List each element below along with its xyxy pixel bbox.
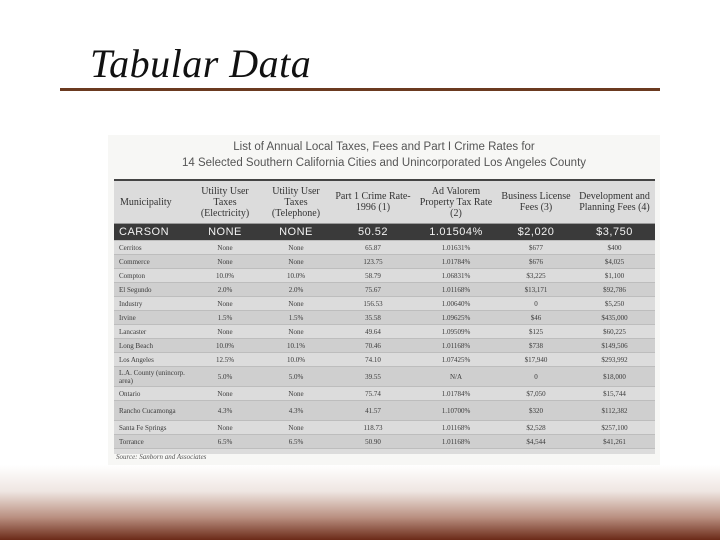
table-cell: 1.01784%	[414, 387, 498, 401]
table-row	[114, 401, 655, 421]
table-cell: 2.0%	[190, 283, 260, 297]
table-row	[114, 297, 655, 311]
table-cell: 1.01168%	[414, 283, 498, 297]
table-cell: 10.0%	[190, 339, 260, 353]
table-cell: None	[190, 255, 260, 269]
table-cell: 2.0%	[260, 283, 332, 297]
table-cell: 118.73	[332, 421, 414, 435]
data-table	[114, 181, 655, 449]
header-property-tax: Ad Valorem Property Tax Rate (2)	[414, 181, 498, 224]
table-row	[114, 255, 655, 269]
table-header-row	[114, 181, 655, 224]
table-cell: $149,506	[574, 339, 655, 353]
table-cell: $17,940	[498, 353, 574, 367]
header-utility-telephone: Utility User Taxes (Telephone)	[260, 181, 332, 224]
table-cell: 1.01168%	[414, 435, 498, 449]
table-cell: NONE	[190, 224, 260, 241]
table-cell: 1.09509%	[414, 325, 498, 339]
scanned-table-image	[108, 135, 660, 480]
table-row	[114, 325, 655, 339]
table-cell: None	[260, 387, 332, 401]
table-cell: Rancho Cucamonga	[114, 401, 190, 421]
table-cell: 49.64	[332, 325, 414, 339]
table-row	[114, 339, 655, 353]
table-cell: $7,050	[498, 387, 574, 401]
table-cell: Ontario	[114, 387, 190, 401]
table-cell: 156.53	[332, 297, 414, 311]
table-cell: 4.3%	[190, 401, 260, 421]
table-cell: Santa Fe Springs	[114, 421, 190, 435]
table-cell: 39.55	[332, 367, 414, 387]
table-cell: 58.79	[332, 269, 414, 283]
table-cell: 41.57	[332, 401, 414, 421]
table-cell: NONE	[260, 224, 332, 241]
table-cell: 1.5%	[260, 311, 332, 325]
table-cell: None	[260, 241, 332, 255]
table-row	[114, 283, 655, 297]
table-cell: $3,750	[574, 224, 655, 241]
table-source: Source: Sanborn and Associates	[116, 453, 207, 461]
table-caption-line-1: List of Annual Local Taxes, Fees and Part I Crime Rates for	[233, 141, 535, 153]
table-cell: None	[260, 325, 332, 339]
table-cell: $3,225	[498, 269, 574, 283]
table-row	[114, 387, 655, 401]
data-table-container	[114, 179, 655, 454]
table-cell: $320	[498, 401, 574, 421]
table-row	[114, 241, 655, 255]
table-cell: 1.00640%	[414, 297, 498, 311]
table-cell: None	[260, 421, 332, 435]
table-cell: 75.67	[332, 283, 414, 297]
table-row	[114, 311, 655, 325]
table-cell: Los Angeles	[114, 353, 190, 367]
table-cell: 1.01631%	[414, 241, 498, 255]
table-cell: 10.0%	[260, 353, 332, 367]
table-cell: 5.0%	[260, 367, 332, 387]
table-cell: 10.1%	[260, 339, 332, 353]
table-cell: 70.46	[332, 339, 414, 353]
table-cell: $13,171	[498, 283, 574, 297]
table-cell: None	[190, 387, 260, 401]
table-cell: $4,025	[574, 255, 655, 269]
table-cell: 1.09625%	[414, 311, 498, 325]
table-cell: $46	[498, 311, 574, 325]
table-cell: 0	[498, 367, 574, 387]
title-divider	[60, 88, 660, 91]
table-cell: $293,992	[574, 353, 655, 367]
table-cell: None	[260, 297, 332, 311]
footer-gradient-band	[0, 465, 720, 540]
table-cell: 1.06831%	[414, 269, 498, 283]
table-cell: Compton	[114, 269, 190, 283]
table-caption-line-2: 14 Selected Southern California Cities and Unincorporated Los Angeles County	[181, 157, 587, 169]
table-cell: $5,250	[574, 297, 655, 311]
table-cell: 1.07425%	[414, 353, 498, 367]
table-cell: 65.87	[332, 241, 414, 255]
table-cell: $400	[574, 241, 655, 255]
table-cell: 1.01168%	[414, 339, 498, 353]
table-cell: $257,100	[574, 421, 655, 435]
table-cell: $676	[498, 255, 574, 269]
table-row	[114, 269, 655, 283]
table-cell: 50.90	[332, 435, 414, 449]
table-cell: $92,786	[574, 283, 655, 297]
table-cell: L.A. County (unincorp. area)	[114, 367, 190, 387]
table-cell: 6.5%	[190, 435, 260, 449]
table-cell: 6.5%	[260, 435, 332, 449]
table-cell: 1.10700%	[414, 401, 498, 421]
table-row	[114, 353, 655, 367]
table-cell: 10.0%	[260, 269, 332, 283]
table-cell: $4,544	[498, 435, 574, 449]
table-cell: $15,744	[574, 387, 655, 401]
table-cell: $435,000	[574, 311, 655, 325]
table-cell: Long Beach	[114, 339, 190, 353]
table-cell: 1.01784%	[414, 255, 498, 269]
table-cell: $677	[498, 241, 574, 255]
table-cell: 1.01504%	[414, 224, 498, 241]
table-cell: 123.75	[332, 255, 414, 269]
table-cell: Cerritos	[114, 241, 190, 255]
table-cell: $2,020	[498, 224, 574, 241]
table-cell: 12.5%	[190, 353, 260, 367]
table-cell: None	[190, 241, 260, 255]
header-business-license: Business License Fees (3)	[498, 181, 574, 224]
header-utility-electricity: Utility User Taxes (Electricity)	[190, 181, 260, 224]
table-cell: 0	[498, 297, 574, 311]
header-crime-rate: Part 1 Crime Rate-1996 (1)	[332, 181, 414, 224]
header-municipality: Municipality	[114, 181, 190, 224]
table-cell: $125	[498, 325, 574, 339]
table-cell: $41,261	[574, 435, 655, 449]
highlight-row-carson	[114, 224, 655, 241]
slide-title: Tabular Data	[90, 41, 312, 86]
table-row	[114, 421, 655, 435]
table-cell: CARSON	[114, 224, 190, 241]
table-cell: Irvine	[114, 311, 190, 325]
table-cell: None	[190, 325, 260, 339]
table-cell: $2,528	[498, 421, 574, 435]
table-cell: $60,225	[574, 325, 655, 339]
table-cell: 74.10	[332, 353, 414, 367]
table-cell: Commerce	[114, 255, 190, 269]
header-development-fees: Development and Planning Fees (4)	[574, 181, 655, 224]
table-cell: Industry	[114, 297, 190, 311]
table-cell: El Segundo	[114, 283, 190, 297]
table-row	[114, 435, 655, 449]
table-cell: None	[190, 421, 260, 435]
table-cell: 35.58	[332, 311, 414, 325]
table-cell: 1.01168%	[414, 421, 498, 435]
table-cell: $738	[498, 339, 574, 353]
table-cell: None	[190, 297, 260, 311]
table-cell: 1.5%	[190, 311, 260, 325]
table-cell: N/A	[414, 367, 498, 387]
table-row	[114, 367, 655, 387]
table-cell: Torrance	[114, 435, 190, 449]
table-cell: Lancaster	[114, 325, 190, 339]
table-cell: 5.0%	[190, 367, 260, 387]
table-cell: $18,000	[574, 367, 655, 387]
table-cell: 4.3%	[260, 401, 332, 421]
table-cell: 50.52	[332, 224, 414, 241]
table-cell: $112,382	[574, 401, 655, 421]
table-cell: 10.0%	[190, 269, 260, 283]
table-cell: $1,100	[574, 269, 655, 283]
table-cell: 75.74	[332, 387, 414, 401]
table-cell: None	[260, 255, 332, 269]
